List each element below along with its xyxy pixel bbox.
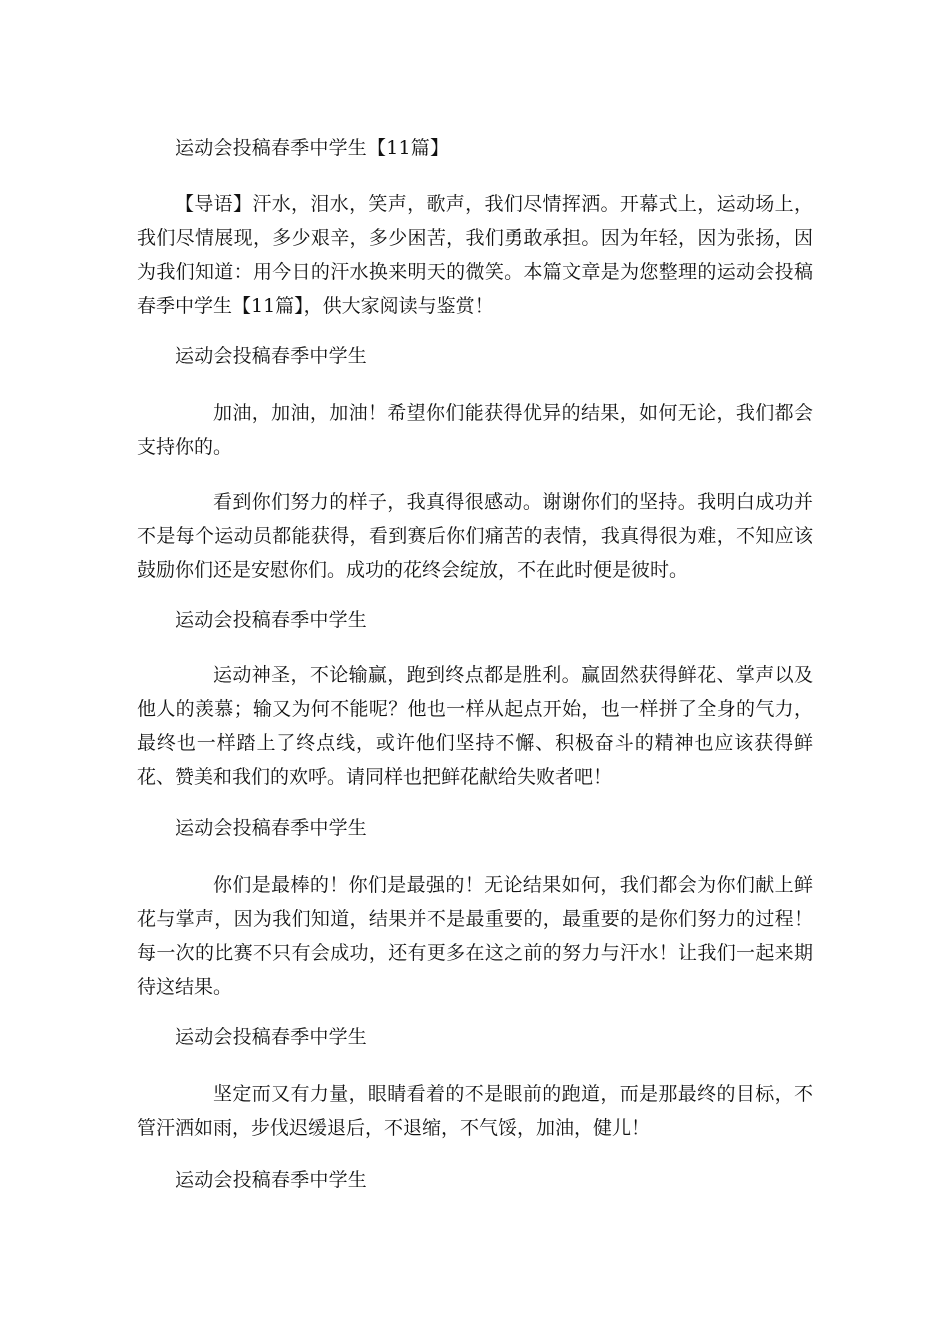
section-paragraph: 看到你们努力的样子，我真得很感动。谢谢你们的坚持。我明白成功并不是每个运动员都能获得，看到赛后你们痛苦的表情，我真得很为难，不知应该鼓励你们还是安慰你们。成功的花终会绽放，不在此时便是彼时。	[137, 491, 813, 581]
section-heading: 运动会投稿春季中学生	[175, 817, 368, 839]
section-heading: 运动会投稿春季中学生	[175, 1169, 368, 1191]
section-heading: 运动会投稿春季中学生	[175, 345, 368, 367]
section-paragraph: 坚定而又有力量，眼睛看着的不是眼前的跑道，而是那最终的目标，不管汗洒如雨，步伐迟缓退后，不退缩，不气馁，加油，健儿！	[137, 1083, 813, 1139]
intro-paragraph: 【导语】汗水，泪水，笑声，歌声，我们尽情挥洒。开幕式上，运动场上，我们尽情展现，多少艰辛，多少困苦，我们勇敢承担。因为年轻，因为张扬，因为我们知道：用今日的汗水换来明天的微笑。本篇文章是为您整理的运动会投稿春季中学生【11篇】，供大家阅读与鉴赏！	[137, 193, 813, 317]
section-heading: 运动会投稿春季中学生	[175, 1026, 368, 1048]
section-paragraph: 你们是最棒的！你们是最强的！无论结果如何，我们都会为你们献上鲜花与掌声，因为我们知道，结果并不是最重要的，最重要的是你们努力的过程！每一次的比赛不只有会成功，还有更多在这之前的努力与汗水！让我们一起来期待这结果。	[137, 874, 813, 998]
section-paragraph: 加油，加油，加油！希望你们能获得优异的结果，如何无论，我们都会支持你的。	[137, 402, 813, 458]
document-title: 运动会投稿春季中学生【11篇】	[175, 137, 450, 159]
section-heading: 运动会投稿春季中学生	[175, 609, 368, 631]
section-paragraph: 运动神圣，不论输赢，跑到终点都是胜利。赢固然获得鲜花、掌声以及他人的羡慕；输又为何不能呢？他也一样从起点开始，也一样拼了全身的气力，最终也一样踏上了终点线，或许他们坚持不懈、积极奋斗的精神也应该获得鲜花、赞美和我们的欢呼。请同样也把鲜花献给失败者吧！	[137, 664, 813, 788]
